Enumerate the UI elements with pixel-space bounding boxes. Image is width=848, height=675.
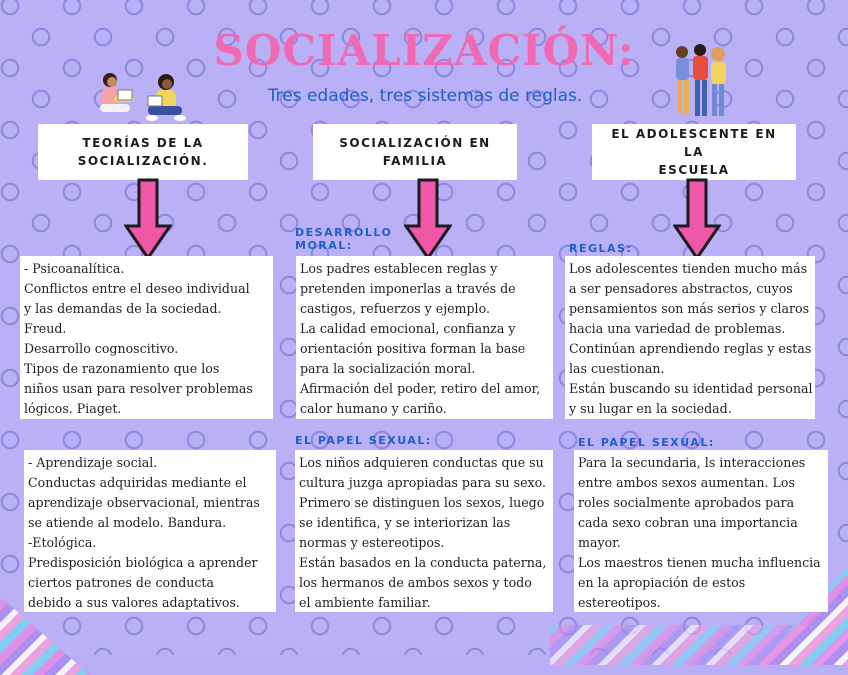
text-line: Para la secundaria, ls interacciones	[578, 455, 806, 470]
text-line: -Etológica.	[28, 535, 97, 550]
text-line: Continúan aprendiendo reglas y estas	[569, 341, 812, 356]
text-line: Conductas adquiridas mediante el	[28, 475, 247, 490]
card-school-top	[565, 256, 815, 419]
text-line: Tipos de razonamiento que los	[24, 361, 220, 376]
text-line: cada sexo cobran una importancia	[578, 515, 798, 530]
header-theories	[38, 124, 248, 180]
teens-group-illustration	[668, 42, 732, 124]
header-family-line-1: SOCIALIZACIÓN EN	[339, 136, 491, 150]
text-line: debido a sus valores adaptativos.	[28, 595, 240, 610]
text-line: Predisposición biológica a aprender	[28, 555, 258, 570]
text-line: mayor.	[578, 535, 621, 550]
text-line: se atiende al modelo. Bandura.	[28, 515, 227, 530]
label-sexual-role-school: EL PAPEL SEXUAL:	[578, 436, 715, 449]
card-theories-bottom	[24, 450, 276, 612]
text-line: hacia una variedad de problemas.	[569, 321, 786, 336]
text-line: Los adolescentes tienden mucho más	[569, 261, 808, 276]
card-school-bottom	[574, 450, 828, 612]
text-line: entre ambos sexos aumentan. Los	[578, 475, 795, 490]
text-line: los hermanos de ambos sexos y todo	[299, 575, 532, 590]
down-arrow-icon	[124, 178, 172, 260]
text-line: orientación positiva forman la base	[300, 341, 526, 356]
text-line: Desarrollo cognoscitivo.	[24, 341, 179, 356]
text-line: Conflictos entre el deseo individual	[24, 281, 250, 296]
text-line: Freud.	[24, 321, 67, 336]
text-line: y las demandas de la sociedad.	[24, 301, 222, 316]
label-rules: REGLAS:	[569, 242, 633, 255]
card-theories-top	[20, 256, 273, 419]
text-line: niños usan para resolver problemas	[24, 381, 253, 396]
text-line: Primero se distinguen los sexos, luego	[299, 495, 545, 510]
text-line: estereotipos.	[578, 595, 661, 610]
text-line: La calidad emocional, confianza y	[300, 321, 516, 336]
text-line: Los maestros tienen mucha influencia	[578, 555, 821, 570]
text-line: lógicos. Piaget.	[24, 401, 122, 416]
header-school-line-2: ESCUELA	[658, 163, 730, 177]
text-line: para la socialización moral.	[300, 361, 476, 376]
text-line: Están basados en la conducta paterna,	[299, 555, 547, 570]
text-line: ciertos patrones de conducta	[28, 575, 214, 590]
text-line: aprendizaje observacional, mientras	[28, 495, 260, 510]
page-subtitle: Tres edades, tres sistemas de reglas.	[267, 86, 583, 106]
text-line: Los niños adquieren conductas que su	[299, 455, 544, 470]
header-family	[313, 124, 517, 180]
down-arrow-icon	[404, 178, 452, 260]
header-family-line-2: FAMILIA	[382, 154, 448, 168]
header-theories-line-1: TEORÍAS DE LA	[82, 136, 204, 150]
text-line: calor humano y cariño.	[300, 401, 447, 416]
header-school-line-1: EL ADOLESCENTE EN LA	[611, 127, 777, 159]
down-arrow-icon	[673, 178, 721, 260]
label-line: MORAL:	[295, 239, 353, 252]
text-line: - Psicoanalítica.	[24, 261, 125, 276]
label-moral-development	[295, 226, 392, 252]
label-line: DESARROLLO	[295, 226, 393, 239]
page-title: SOCIALIZACIÓN:	[213, 26, 635, 75]
text-line: Afirmación del poder, retiro del amor,	[300, 381, 541, 396]
text-line: roles socialmente aprobados para	[578, 495, 795, 510]
text-line: Están buscando su identidad personal	[569, 381, 813, 396]
text-line: el ambiente familiar.	[299, 595, 431, 610]
text-line: - Aprendizaje social.	[28, 455, 158, 470]
label-sexual-role-family: EL PAPEL SEXUAL:	[295, 434, 432, 447]
text-line: normas y estereotipos.	[299, 535, 445, 550]
text-line: las cuestionan.	[569, 361, 665, 376]
text-line: pensamientos son más serios y claros	[569, 301, 810, 316]
girls-reading-illustration	[92, 68, 192, 126]
text-line: a ser pensadores abstractos, cuyos	[569, 281, 793, 296]
text-line: en la apropiación de estos	[578, 575, 746, 590]
card-family-top	[296, 256, 553, 419]
text-line: pretenden imponerlas a través de	[300, 281, 516, 296]
text-line: y su lugar en la sociedad.	[569, 401, 732, 416]
card-family-bottom	[295, 450, 553, 612]
text-line: cultura juzga apropiadas para su sexo.	[299, 475, 546, 490]
text-line: castigos, refuerzos y ejemplo.	[300, 301, 490, 316]
header-theories-line-2: SOCIALIZACIÓN.	[77, 154, 209, 168]
header-school	[592, 124, 796, 180]
text-line: Los padres establecen reglas y	[300, 261, 498, 276]
text-line: se identifica, y se interiorizan las	[299, 515, 511, 530]
